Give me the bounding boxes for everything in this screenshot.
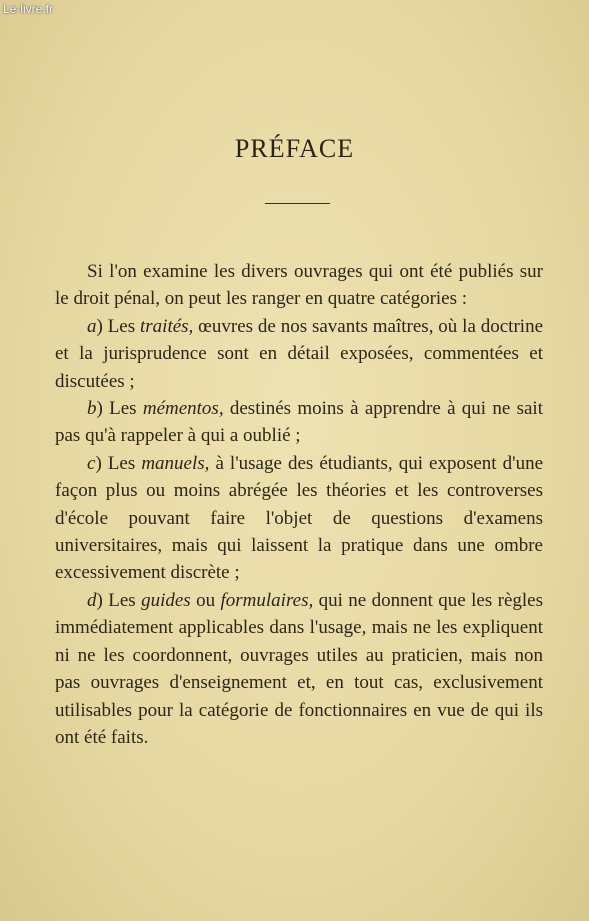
paragraph — [55, 587, 543, 751]
page-title: PRÉFACE — [234, 134, 355, 163]
paragraph — [55, 450, 543, 587]
text-run: à l'usage des étudiants, qui exposent d'une façon plus ou moins abrégée les théories et les controverses d'école pouvant faire l'objet de questions d'examens universitaires, mais qui laissent la pratique dans une ombre excessivement discrète ; — [55, 452, 543, 584]
text-run: qui ne donnent que les règles immédiatement applicables dans l'usage, mais ne les expliquent ni ne les coordonnent, ouvrages utiles au praticien, mais non pas ouvrages d'enseignement et, en tout cas, exclusivement utilisables pour la catégorie de fonctionnaires en vue de qui ils ont été faits. — [55, 589, 543, 748]
text-run: ou — [190, 589, 221, 611]
text-run: œuvres de nos savants maîtres, où la doctrine et la jurisprudence sont en détail exposées, commentées et discutées ; — [55, 315, 543, 392]
text-run: Si l'on examine les divers ouvrages qui ont été publiés sur le droit pénal, on peut les ranger en quatre catégories : — [55, 261, 543, 310]
text-run: ) Les — [96, 315, 140, 337]
title-divider — [265, 203, 330, 204]
italic-text: a — [87, 315, 97, 337]
watermark: Le-livre.fr — [3, 2, 54, 16]
italic-text: b — [87, 398, 97, 420]
paragraph — [55, 395, 543, 450]
body-text — [55, 258, 543, 751]
text-run: ) Les — [95, 452, 142, 474]
italic-text: d — [87, 589, 97, 611]
paragraph — [55, 258, 543, 313]
text-run: ) Les — [96, 398, 143, 420]
italic-text: traités, — [140, 315, 194, 337]
italic-text: manuels, — [141, 452, 210, 474]
italic-text: formulaires, — [220, 589, 314, 611]
paragraph — [55, 313, 543, 395]
italic-text: c — [87, 452, 96, 474]
italic-text: guides — [141, 589, 191, 611]
italic-text: mémentos, — [142, 398, 224, 420]
text-run: destinés moins à apprendre à qui ne sait pas qu'à rappeler à qui a oublié ; — [55, 398, 543, 447]
text-run: ) Les — [96, 589, 142, 611]
